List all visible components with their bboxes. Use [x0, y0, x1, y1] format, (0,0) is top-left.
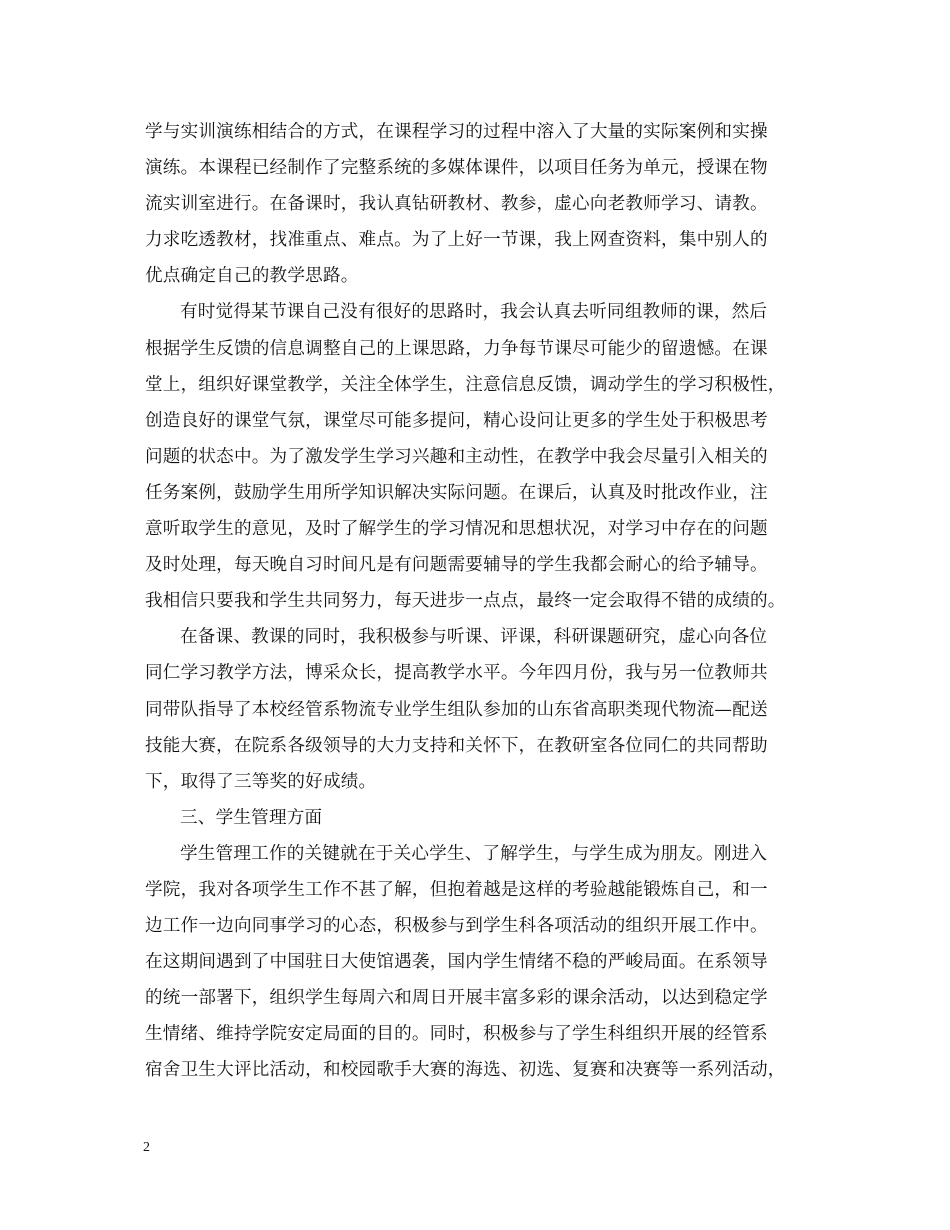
text-line: 的统一部署下，组织学生每周六和周日开展丰富多彩的课余活动，以达到稳定学	[145, 988, 768, 1009]
text-line: 在这期间遇到了中国驻日大使馆遇袭，国内学生情绪不稳的严峻局面。在系领导	[145, 952, 768, 973]
text-line: 有时觉得某节课自己没有很好的思路时，我会认真去听同组教师的课，然后	[180, 302, 768, 323]
text-line: 在备课、教课的同时，我积极参与听课、评课，科研课题研究，虚心向各位	[180, 627, 768, 648]
text-line: 同带队指导了本校经管系物流专业学生组队参加的山东省高职类现代物流—配送	[145, 699, 768, 720]
text-line: 问题的状态中。为了激发学生学习兴趣和主动性，在教学中我会尽量引入相关的	[145, 446, 768, 467]
text-line: 学与实训演练相结合的方式，在课程学习的过程中溶入了大量的实际案例和实操	[145, 122, 768, 142]
text-line: 三、学生管理方面	[180, 807, 323, 828]
text-line: 及时处理，每天晚自习时间凡是有问题需要辅导的学生我都会耐心的给予辅导。	[145, 555, 768, 576]
text-line: 我相信只要我和学生共同努力，每天进步一点点，最终一定会取得不错的成绩的。	[145, 591, 786, 612]
text-line: 流实训室进行。在备课时，我认真钻研教材、教参，虚心向老教师学习、请教。	[145, 194, 768, 215]
text-line: 力求吃透教材，找准重点、难点。为了上好一节课，我上网查资料，集中别人的	[145, 230, 768, 251]
text-line: 任务案例，鼓励学生用所学知识解决实际问题。在课后，认真及时批改作业，注	[145, 482, 768, 503]
text-line: 创造良好的课堂气氛，课堂尽可能多提问，精心设问让更多的学生处于积极思考	[145, 410, 768, 431]
text-line: 技能大赛，在院系各级领导的大力支持和关怀下，在教研室各位同仁的共同帮助	[145, 735, 768, 756]
text-line: 学生管理工作的关键就在于关心学生、了解学生，与学生成为朋友。刚进入	[180, 843, 768, 864]
text-line: 边工作一边向同事学习的心态，积极参与到学生科各项活动的组织开展工作中。	[145, 916, 768, 937]
text-line: 演练。本课程已经制作了完整系统的多媒体课件，以项目任务为单元，授课在物	[145, 158, 768, 179]
text-line: 根据学生反馈的信息调整自己的上课思路，力争每节课尽可能少的留遗憾。在课	[145, 338, 768, 359]
body-text	[145, 114, 821, 1089]
text-line: 同仁学习教学方法，博采众长，提高教学水平。今年四月份，我与另一位教师共	[145, 663, 768, 684]
text-line: 宿舍卫生大评比活动，和校园歌手大赛的海选、初选、复赛和决赛等一系列活动，	[145, 1060, 786, 1081]
page-number: 2	[143, 1140, 150, 1155]
text-line: 生情绪、维持学院安定局面的目的。同时，积极参与了学生科组织开展的经管系	[145, 1024, 768, 1045]
text-line: 堂上，组织好课堂教学，关注全体学生，注意信息反馈，调动学生的学习积极性，	[145, 374, 786, 395]
text-line: 优点确定自己的教学思路。	[145, 266, 359, 287]
text-line: 下，取得了三等奖的好成绩。	[145, 771, 377, 792]
text-line: 意听取学生的意见，及时了解学生的学习情况和思想状况，对学习中存在的问题	[145, 519, 768, 540]
text-line: 学院，我对各项学生工作不甚了解，但抱着越是这样的考验越能锻炼自己，和一	[145, 879, 768, 900]
